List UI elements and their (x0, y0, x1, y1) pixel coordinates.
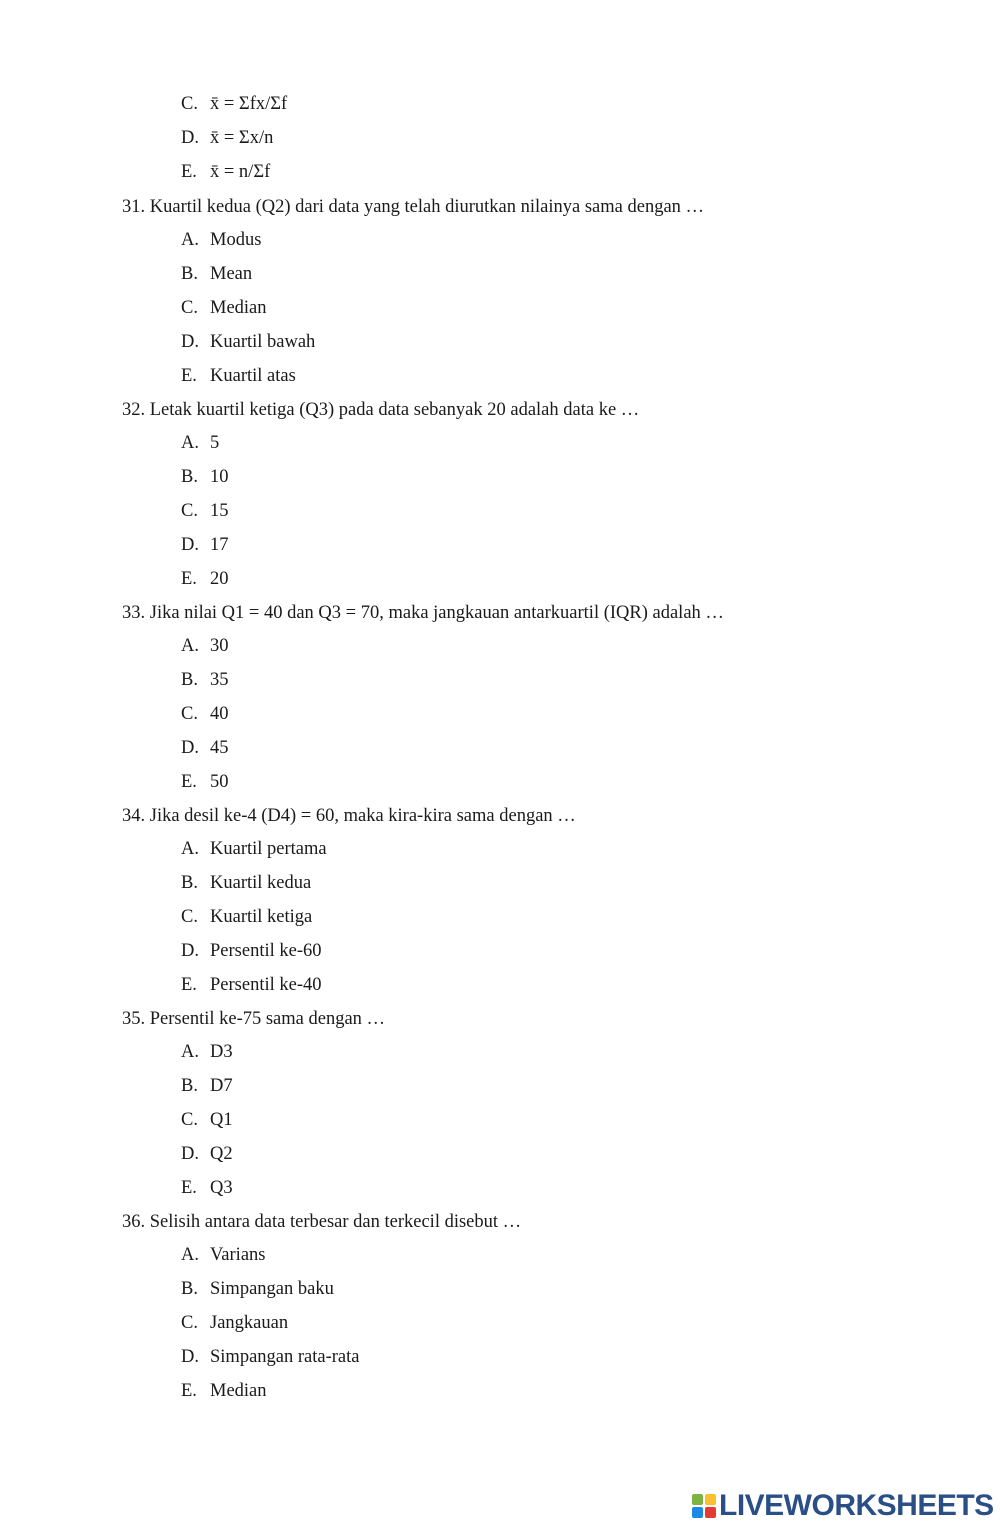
option-text: 20 (210, 569, 229, 589)
option-text: Median (210, 1381, 267, 1401)
option-text: 17 (210, 535, 229, 555)
prev-option-e[interactable] (181, 161, 270, 183)
q31-option-e[interactable] (181, 365, 296, 387)
q34-option-c[interactable] (181, 906, 312, 928)
option-text: Kuartil bawah (210, 332, 316, 352)
prev-option-c[interactable] (181, 93, 287, 115)
option-text: x̄ = n/Σf (210, 162, 271, 182)
option-letter: D. (181, 1144, 199, 1164)
question-35: 35. Persentil ke-75 sama dengan … (122, 1009, 386, 1029)
option-letter: B. (181, 670, 198, 690)
liveworksheets-logo-icon (692, 1494, 716, 1518)
option-letter: D. (181, 332, 199, 352)
q35-option-b[interactable] (181, 1075, 233, 1097)
q36-option-a[interactable] (181, 1244, 265, 1266)
option-text: D3 (210, 1042, 233, 1062)
option-text: Simpangan rata-rata (210, 1347, 360, 1367)
option-letter: B. (181, 264, 198, 284)
logo-text: LIVEWORKSHEETS (719, 1489, 994, 1522)
question-36: 36. Selisih antara data terbesar dan terkecil disebut … (122, 1212, 522, 1232)
option-letter: D. (181, 1347, 199, 1367)
option-letter: A. (181, 230, 199, 250)
q33-option-d[interactable] (181, 737, 229, 759)
option-letter: E. (181, 162, 197, 182)
option-letter: A. (181, 1042, 199, 1062)
q33-option-e[interactable] (181, 771, 229, 793)
option-letter: C. (181, 1313, 198, 1333)
question-34: 34. Jika desil ke-4 (D4) = 60, maka kira-kira sama dengan … (122, 806, 576, 826)
option-letter: A. (181, 636, 199, 656)
q34-option-a[interactable] (181, 838, 327, 860)
option-text: Jangkauan (210, 1313, 289, 1333)
option-text: 5 (210, 433, 220, 453)
option-text: 50 (210, 772, 229, 792)
prev-option-d[interactable] (181, 127, 273, 149)
q35-option-d[interactable] (181, 1143, 233, 1165)
option-text: 15 (210, 501, 229, 521)
option-letter: D. (181, 941, 199, 961)
option-letter: B. (181, 873, 198, 893)
q35-option-c[interactable] (181, 1109, 233, 1131)
option-text: Q1 (210, 1110, 233, 1130)
q34-option-e[interactable] (181, 974, 322, 996)
q36-option-b[interactable] (181, 1278, 334, 1300)
q31-option-c[interactable] (181, 297, 267, 319)
option-text: x̄ = Σx/n (210, 128, 274, 148)
option-letter: E. (181, 366, 197, 386)
q36-option-c[interactable] (181, 1312, 288, 1334)
option-letter: E. (181, 772, 197, 792)
option-letter: B. (181, 1076, 198, 1096)
option-text: Varians (210, 1245, 266, 1265)
q33-option-c[interactable] (181, 703, 229, 725)
option-letter: A. (181, 1245, 199, 1265)
option-letter: C. (181, 501, 198, 521)
liveworksheets-logo[interactable] (692, 1489, 994, 1523)
q35-option-e[interactable] (181, 1177, 233, 1199)
option-letter: C. (181, 94, 198, 114)
option-text: 40 (210, 704, 229, 724)
q33-option-b[interactable] (181, 669, 229, 691)
option-letter: C. (181, 704, 198, 724)
option-text: 30 (210, 636, 229, 656)
option-text: Persentil ke-60 (210, 941, 322, 961)
option-letter: E. (181, 1381, 197, 1401)
q31-option-a[interactable] (181, 229, 261, 251)
option-text: Mean (210, 264, 253, 284)
q31-option-b[interactable] (181, 263, 252, 285)
question-31: 31. Kuartil kedua (Q2) dari data yang telah diurutkan nilainya sama dengan … (122, 197, 705, 217)
q32-option-c[interactable] (181, 500, 229, 522)
option-text: Kuartil ketiga (210, 907, 313, 927)
q36-option-d[interactable] (181, 1346, 359, 1368)
option-letter: C. (181, 907, 198, 927)
q34-option-b[interactable] (181, 872, 311, 894)
option-text: Simpangan baku (210, 1279, 334, 1299)
q34-option-d[interactable] (181, 940, 322, 962)
option-text: Kuartil atas (210, 366, 296, 386)
q32-option-b[interactable] (181, 466, 229, 488)
q32-option-a[interactable] (181, 432, 219, 454)
option-letter: D. (181, 128, 199, 148)
option-letter: B. (181, 1279, 198, 1299)
option-text: Modus (210, 230, 262, 250)
option-letter: C. (181, 1110, 198, 1130)
question-32: 32. Letak kuartil ketiga (Q3) pada data sebanyak 20 adalah data ke … (122, 400, 640, 420)
option-letter: D. (181, 535, 199, 555)
q33-option-a[interactable] (181, 635, 229, 657)
q36-option-e[interactable] (181, 1380, 267, 1402)
q35-option-a[interactable] (181, 1041, 233, 1063)
option-letter: B. (181, 467, 198, 487)
q32-option-e[interactable] (181, 568, 229, 590)
option-text: 10 (210, 467, 229, 487)
q31-option-d[interactable] (181, 331, 315, 353)
option-text: Persentil ke-40 (210, 975, 322, 995)
option-text: 35 (210, 670, 229, 690)
option-letter: E. (181, 569, 197, 589)
option-text: Median (210, 298, 267, 318)
question-33: 33. Jika nilai Q1 = 40 dan Q3 = 70, maka jangkauan antarkuartil (IQR) adalah … (122, 603, 724, 623)
option-text: Kuartil kedua (210, 873, 312, 893)
option-letter: A. (181, 433, 199, 453)
option-text: 45 (210, 738, 229, 758)
option-text: D7 (210, 1076, 233, 1096)
q32-option-d[interactable] (181, 534, 229, 556)
option-text: x̄ = Σfx/Σf (210, 94, 288, 114)
option-letter: E. (181, 1178, 197, 1198)
option-text: Kuartil pertama (210, 839, 327, 859)
option-letter: E. (181, 975, 197, 995)
option-letter: C. (181, 298, 198, 318)
option-letter: A. (181, 839, 199, 859)
option-text: Q2 (210, 1144, 233, 1164)
option-letter: D. (181, 738, 199, 758)
option-text: Q3 (210, 1178, 233, 1198)
